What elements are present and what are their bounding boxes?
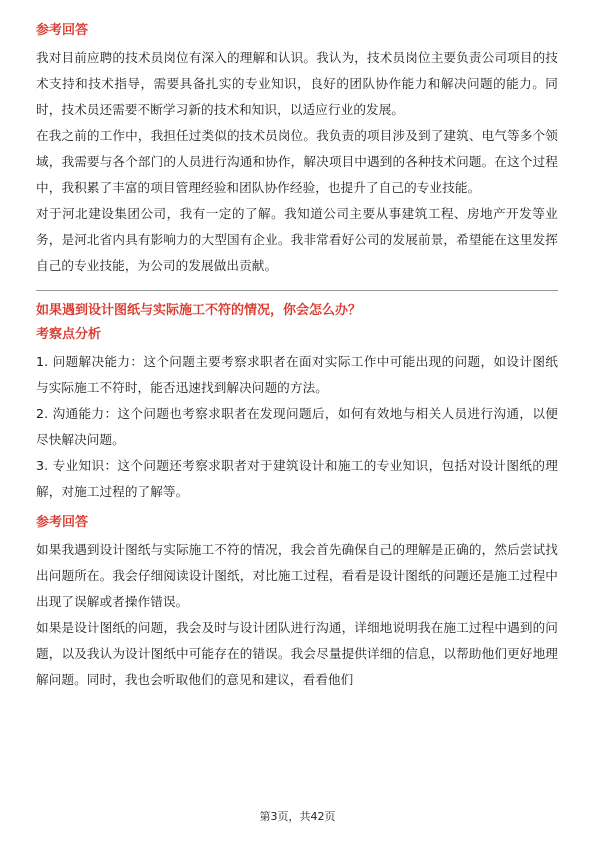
analysis-item: 1. 问题解决能力：这个问题主要考察求职者在面对实际工作中可能出现的问题，如设计图纸与实际施工不符时，能否迅速找到解决问题的方法。 (36, 354, 558, 395)
reference-answer-heading: 参考回答 (36, 515, 89, 530)
section-divider (36, 290, 558, 291)
answer-paragraph: 如果是设计图纸的问题，我会及时与设计团队进行沟通，详细地说明我在施工过程中遇到的问题，以及我认为设计图纸中可能存在的错误。我会尽量提供详细的信息，以帮助他们更好地理解问题。同时，我也会听取他们的意见和建议，看看他们 (36, 620, 558, 687)
reference-answer-heading: 参考回答 (36, 23, 89, 38)
answer-paragraph: 对于河北建设集团公司，我有一定的了解。我知道公司主要从事建筑工程、房地产开发等业务，是河北省内具有影响力的大型国有企业。我非常看好公司的发展前景，希望能在这里发挥自己的专业技能，为公司的发展做出贡献。 (36, 206, 558, 273)
page-number-footer: 第3页，共42页 (259, 810, 336, 823)
answer-paragraph: 如果我遇到设计图纸与实际施工不符的情况，我会首先确保自己的理解是正确的，然后尝试找出问题所在。我会仔细阅读设计图纸，对比施工过程，看看是设计图纸的问题还是施工过程中出现了误解或者操作错误。 (36, 542, 558, 609)
interview-question: 如果遇到设计图纸与实际施工不符的情况，你会怎么办？ (36, 303, 362, 318)
analysis-item: 2. 沟通能力：这个问题也考察求职者在发现问题后，如何有效地与相关人员进行沟通，以便尽快解决问题。 (36, 406, 558, 447)
analysis-item: 3. 专业知识：这个问题还考察求职者对于建筑设计和施工的专业知识，包括对设计图纸的理解，对施工过程的了解等。 (36, 458, 558, 499)
answer-paragraph: 我对目前应聘的技术员岗位有深入的理解和认识。我认为，技术员岗位主要负责公司项目的技术支持和技术指导，需要具备扎实的专业知识，良好的团队协作能力和解决问题的能力。同时，技术员还需要不断学习新的技术和知识，以适应行业的发展。 (36, 50, 558, 117)
analysis-heading: 考察点分析 (36, 327, 102, 342)
page-content (36, 21, 558, 693)
answer-paragraph: 在我之前的工作中，我担任过类似的技术员岗位。我负责的项目涉及到了建筑、电气等多个领域，我需要与各个部门的人员进行沟通和协作，解决项目中遇到的各种技术问题。在这个过程中，我积累了丰富的项目管理经验和团队协作经验，也提升了自己的专业技能。 (36, 128, 558, 195)
